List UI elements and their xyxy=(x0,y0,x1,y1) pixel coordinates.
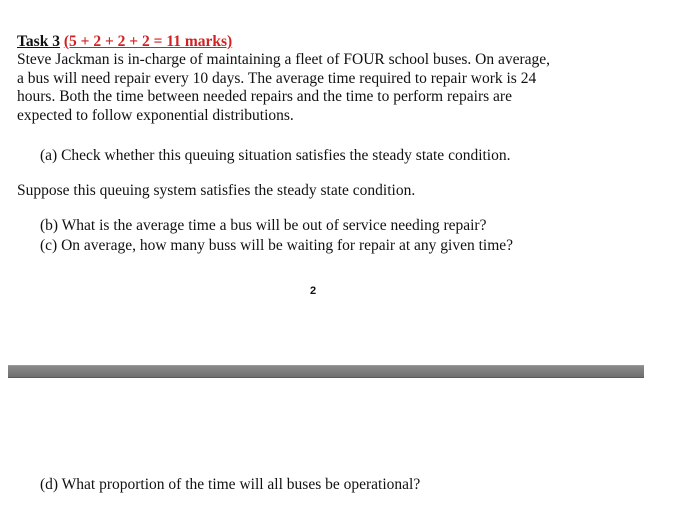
task-heading xyxy=(17,33,232,51)
paragraph-line: a bus will need repair every 10 days. The average time required to repair work is 24 xyxy=(17,69,537,87)
paragraph-line: expected to follow exponential distributions. xyxy=(17,106,294,124)
question-c: (c) On average, how many buss will be waiting for repair at any given time? xyxy=(40,237,514,254)
question-b: (b) What is the average time a bus will be out of service needing repair? xyxy=(40,217,487,234)
page-break-divider xyxy=(8,365,644,378)
question-d: (d) What proportion of the time will all buses be operational? xyxy=(40,476,421,493)
task-label: Task 3 xyxy=(17,33,60,50)
page-number: 2 xyxy=(310,285,317,297)
problem-statement xyxy=(17,51,657,125)
paragraph-line: Steve Jackman is in-charge of maintaining a fleet of FOUR school buses. On average, xyxy=(17,51,551,68)
paragraph-line: hours. Both the time between needed repairs and the time to perform repairs are xyxy=(17,88,512,105)
question-a: (a) Check whether this queuing situation satisfies the steady state condition. xyxy=(40,147,511,164)
assumption-statement: Suppose this queuing system satisfies the steady state condition. xyxy=(17,182,416,199)
task-marks: (5 + 2 + 2 + 2 = 11 marks) xyxy=(63,33,233,50)
